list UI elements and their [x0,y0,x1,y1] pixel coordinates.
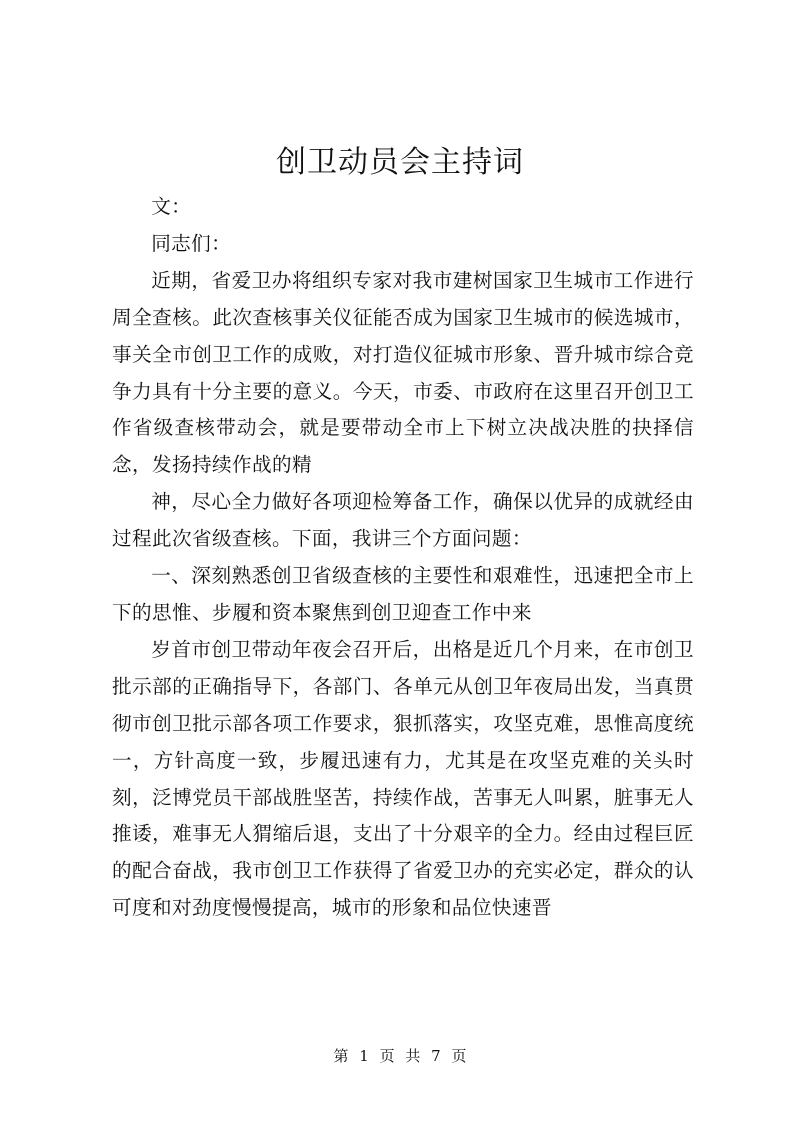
document-body [112,189,694,927]
document-title: 创卫动员会主持词 [276,145,524,180]
author-line: 文： [151,195,192,218]
section-heading: 一、深刻熟悉创卫省级查核的主要性和艰难性，迅速把全市上下的思惟、步履和资本聚焦到创卫迎查工作中来 [112,564,694,624]
salutation: 同志们： [151,231,232,255]
page-footer: 第 1 页 共 7 页 [333,1047,467,1065]
body-paragraph: 岁首市创卫带动年夜会召开后，出格是近几个月来，在市创卫批示部的正确指导下，各部门、各单元从创卫年夜局出发，当真贯彻市创卫批示部各项工作要求，狠抓落实，攻坚克难，思惟高度统一，方针高度一致，步履迅速有力，尤其是在攻坚克难的关头时刻，泛博党员干部战胜坚苦，持续作战，苦事无人叫累，脏事无人推诿，难事无人猬缩后退，支出了十分艰辛的全力。经由过程巨匠的配合奋战，我市创卫工作获得了省爱卫办的充实必定，群众的认可度和对劲度慢慢提高，城市的形象和品位快速晋 [112,637,694,920]
body-paragraph: 神，尽心全力做好各项迎检筹备工作，确保以优异的成就经由过程此次省级查核。下面，我讲三个方面问题： [112,490,694,551]
body-paragraph: 近期，省爱卫办将组织专家对我市建树国家卫生城市工作进行周全查核。此次查核事关仪征能否成为国家卫生城市的候选城市，事关全市创卫工作的成败，对打造仪征城市形象、晋升城市综合竞争力具有十分主要的意义。今天，市委、市政府在这里召开创卫工作省级查核带动会，就是要带动全市上下树立决战决胜的抉择信念，发扬持续作战的精 [112,268,694,477]
